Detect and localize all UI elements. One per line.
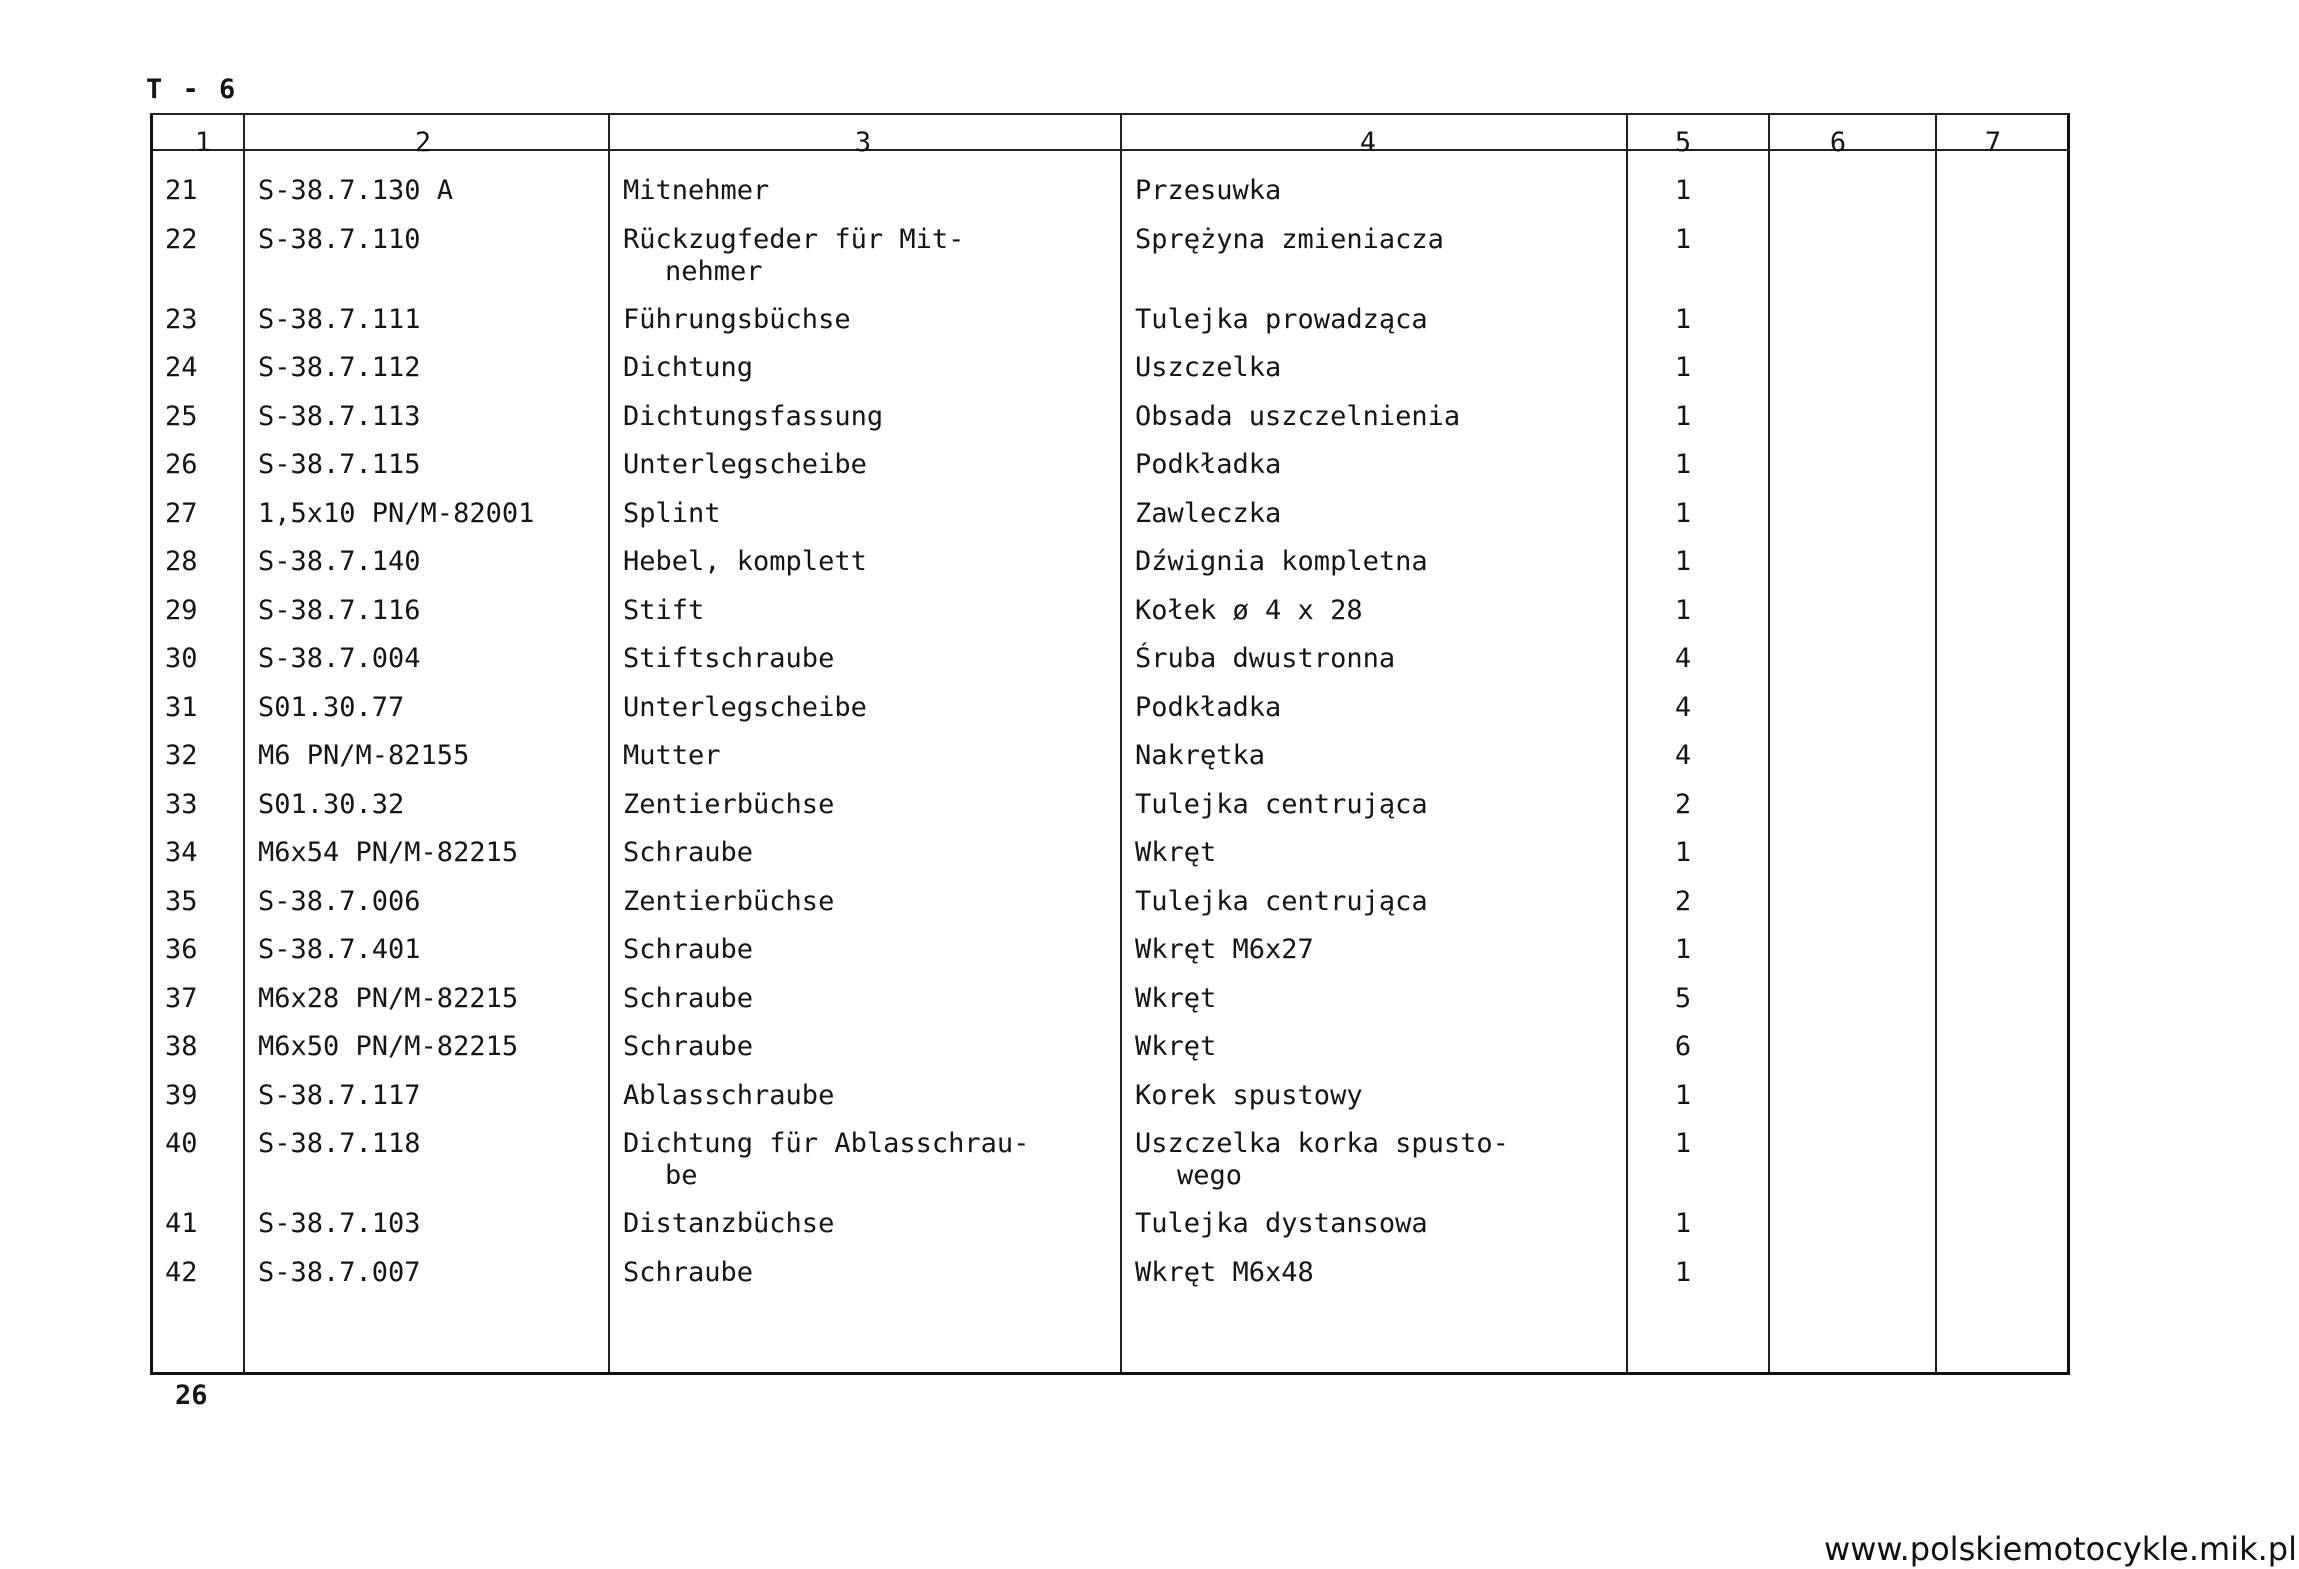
german-name [623, 595, 704, 627]
german-name-line: Schraube [623, 1031, 754, 1062]
polish-name [1135, 643, 1395, 675]
column-header-7: 7 [1984, 127, 2002, 158]
polish-name-line: Obsada uszczelnienia [1135, 400, 1461, 432]
part-number: S01.30.77 [258, 691, 405, 723]
part-number: M6x50 PN/M-82215 [258, 1031, 519, 1062]
column-header-2: 2 [414, 127, 432, 158]
german-name-line: Mutter [623, 740, 721, 771]
german-name-line: Dichtungsfassung [623, 400, 884, 432]
polish-name-line: Wkręt [1135, 837, 1217, 868]
german-name-line: Ablasschraube [623, 1079, 835, 1111]
polish-name-line: Korek spustowy [1135, 1079, 1363, 1111]
quantity: 2 [1674, 788, 1692, 820]
polish-name [1135, 224, 1444, 256]
german-name [623, 934, 753, 966]
polish-name-line: Kołek ø 4 x 28 [1135, 594, 1363, 626]
row-number: 25 [165, 400, 198, 432]
german-name [623, 224, 964, 288]
polish-name [1135, 546, 1428, 578]
column-header-6: 6 [1829, 127, 1847, 158]
row-number: 41 [165, 1208, 198, 1239]
quantity: 4 [1674, 691, 1692, 723]
polish-name [1135, 740, 1265, 772]
part-number: M6x54 PN/M-82215 [258, 837, 519, 868]
row-number: 38 [165, 1031, 198, 1062]
german-name-line: Zentierbüchse [623, 788, 835, 820]
polish-name [1135, 837, 1216, 869]
polish-name-line: Uszczelka [1135, 352, 1282, 383]
german-name-line: Distanzbüchse [623, 1208, 835, 1239]
polish-name-line: Wkręt [1135, 1031, 1217, 1062]
polish-name-line: Zawleczka [1135, 497, 1282, 529]
row-number: 40 [165, 1128, 198, 1159]
quantity: 5 [1674, 982, 1692, 1014]
polish-name [1135, 789, 1428, 821]
row-number: 21 [165, 175, 198, 206]
polish-name-line: Nakrętka [1135, 740, 1266, 771]
row-number: 27 [165, 497, 198, 529]
german-name-line: Schraube [623, 1256, 754, 1288]
row-number: 35 [165, 885, 198, 917]
polish-name [1135, 498, 1281, 530]
polish-name [1135, 304, 1428, 336]
part-number: S-38.7.118 [258, 1128, 421, 1159]
german-name-line: Dichtung für Ablasschrau- [623, 1128, 1030, 1159]
quantity: 1 [1674, 497, 1692, 529]
quantity: 6 [1674, 1031, 1692, 1062]
german-name [623, 304, 851, 336]
polish-name [1135, 175, 1281, 207]
part-number: S-38.7.103 [258, 1208, 421, 1239]
part-number: S01.30.32 [258, 788, 405, 820]
german-name [623, 449, 867, 481]
part-number: 1,5x10 PN/M-82001 [258, 497, 535, 529]
polish-name-line: Sprężyna zmieniacza [1135, 223, 1444, 255]
polish-name-line: Podkładka [1135, 691, 1282, 723]
row-number: 30 [165, 643, 198, 674]
german-name-line: Zentierbüchse [623, 885, 835, 917]
part-number: S-38.7.130 A [258, 175, 454, 206]
german-name-line: Dichtung [623, 352, 754, 383]
polish-name-line: Uszczelka korka spusto- [1135, 1128, 1509, 1159]
part-number: M6 PN/M-82155 [258, 740, 470, 771]
german-name [623, 983, 753, 1015]
part-number: S-38.7.007 [258, 1256, 421, 1288]
column-divider [1768, 115, 1770, 1372]
page-number: 26 [175, 1380, 208, 1411]
quantity: 1 [1674, 175, 1692, 206]
polish-name-line: Wkręt [1135, 982, 1217, 1014]
column-header-5: 5 [1674, 127, 1692, 158]
german-name-line: Unterlegscheibe [623, 691, 867, 723]
column-header-3: 3 [854, 127, 872, 158]
part-number: S-38.7.112 [258, 352, 421, 383]
german-name [623, 1257, 753, 1289]
quantity: 2 [1674, 885, 1692, 917]
row-number: 22 [165, 223, 198, 255]
polish-name-line: Dźwignia kompletna [1135, 546, 1428, 577]
column-header-1: 1 [194, 127, 212, 158]
german-name [623, 401, 883, 433]
quantity: 1 [1674, 934, 1692, 965]
row-number: 28 [165, 546, 198, 577]
polish-name [1135, 1080, 1363, 1112]
part-number: S-38.7.004 [258, 643, 421, 674]
german-name-line: Unterlegscheibe [623, 449, 867, 480]
quantity: 1 [1674, 546, 1692, 577]
german-name [623, 740, 721, 772]
german-name [623, 546, 867, 578]
german-name [623, 886, 834, 918]
part-number: S-38.7.113 [258, 400, 421, 432]
polish-name [1135, 1031, 1216, 1063]
column-header-4: 4 [1359, 127, 1377, 158]
german-name [623, 692, 867, 724]
quantity: 1 [1674, 223, 1692, 255]
column-divider [1935, 115, 1937, 1372]
page-label: T - 6 [146, 74, 238, 105]
polish-name [1135, 1128, 1509, 1192]
german-name [623, 175, 769, 207]
column-divider [608, 115, 610, 1372]
watermark: www.polskiemotocykle.mik.pl [1824, 1530, 2297, 1568]
german-name [623, 1080, 834, 1112]
column-divider [243, 115, 245, 1372]
polish-name [1135, 595, 1363, 627]
polish-name-line: Tulejka dystansowa [1135, 1208, 1428, 1239]
german-name [623, 1128, 1029, 1192]
polish-name-line: Podkładka [1135, 449, 1282, 480]
quantity: 1 [1674, 449, 1692, 480]
german-name-line: nehmer [665, 255, 763, 287]
quantity: 1 [1674, 1079, 1692, 1111]
polish-name-line: Wkręt M6x48 [1135, 1256, 1314, 1288]
row-number: 34 [165, 837, 198, 868]
polish-name-line: wego [1177, 1160, 1243, 1191]
part-number: S-38.7.115 [258, 449, 421, 480]
column-divider [1120, 115, 1122, 1372]
german-name [623, 1208, 834, 1240]
column-divider [1626, 115, 1628, 1372]
quantity: 1 [1674, 1256, 1692, 1288]
polish-name [1135, 1257, 1314, 1289]
row-number: 29 [165, 594, 198, 626]
polish-name [1135, 401, 1460, 433]
row-number: 24 [165, 352, 198, 383]
part-number: M6x28 PN/M-82215 [258, 982, 519, 1014]
part-number: S-38.7.401 [258, 934, 421, 965]
quantity: 1 [1674, 594, 1692, 626]
part-number: S-38.7.140 [258, 546, 421, 577]
quantity: 1 [1674, 352, 1692, 383]
german-name-line: Mitnehmer [623, 175, 770, 206]
polish-name-line: Przesuwka [1135, 175, 1282, 206]
row-number: 37 [165, 982, 198, 1014]
parts-table [150, 113, 2070, 1375]
part-number: S-38.7.111 [258, 303, 421, 335]
polish-name-line: Tulejka prowadząca [1135, 303, 1428, 335]
part-number: S-38.7.116 [258, 594, 421, 626]
german-name-line: Splint [623, 497, 721, 529]
quantity: 1 [1674, 303, 1692, 335]
polish-name [1135, 692, 1281, 724]
row-number: 23 [165, 303, 198, 335]
polish-name-line: Wkręt M6x27 [1135, 934, 1314, 965]
polish-name-line: Śruba dwustronna [1135, 643, 1396, 674]
part-number: S-38.7.117 [258, 1079, 421, 1111]
german-name [623, 643, 834, 675]
german-name [623, 1031, 753, 1063]
german-name-line: Schraube [623, 982, 754, 1014]
german-name [623, 498, 721, 530]
row-number: 33 [165, 788, 198, 820]
row-number: 39 [165, 1079, 198, 1111]
part-number: S-38.7.006 [258, 885, 421, 917]
polish-name [1135, 983, 1216, 1015]
row-number: 32 [165, 740, 198, 771]
polish-name [1135, 352, 1281, 384]
german-name-line: be [665, 1160, 698, 1191]
quantity: 1 [1674, 1128, 1692, 1159]
german-name [623, 352, 753, 384]
german-name [623, 837, 753, 869]
german-name [623, 789, 834, 821]
polish-name [1135, 934, 1314, 966]
polish-name-line: Tulejka centrująca [1135, 885, 1428, 917]
row-number: 42 [165, 1256, 198, 1288]
quantity: 1 [1674, 400, 1692, 432]
german-name-line: Schraube [623, 837, 754, 868]
row-number: 31 [165, 691, 198, 723]
german-name-line: Stift [623, 594, 705, 626]
row-number: 26 [165, 449, 198, 480]
part-number: S-38.7.110 [258, 223, 421, 255]
german-name-line: Führungsbüchse [623, 303, 851, 335]
german-name-line: Schraube [623, 934, 754, 965]
german-name-line: Rückzugfeder für Mit- [623, 223, 965, 255]
quantity: 4 [1674, 740, 1692, 771]
quantity: 4 [1674, 643, 1692, 674]
quantity: 1 [1674, 837, 1692, 868]
quantity: 1 [1674, 1208, 1692, 1239]
polish-name-line: Tulejka centrująca [1135, 788, 1428, 820]
german-name-line: Hebel, komplett [623, 546, 867, 577]
polish-name [1135, 449, 1281, 481]
row-number: 36 [165, 934, 198, 965]
polish-name [1135, 1208, 1428, 1240]
german-name-line: Stiftschraube [623, 643, 835, 674]
polish-name [1135, 886, 1428, 918]
